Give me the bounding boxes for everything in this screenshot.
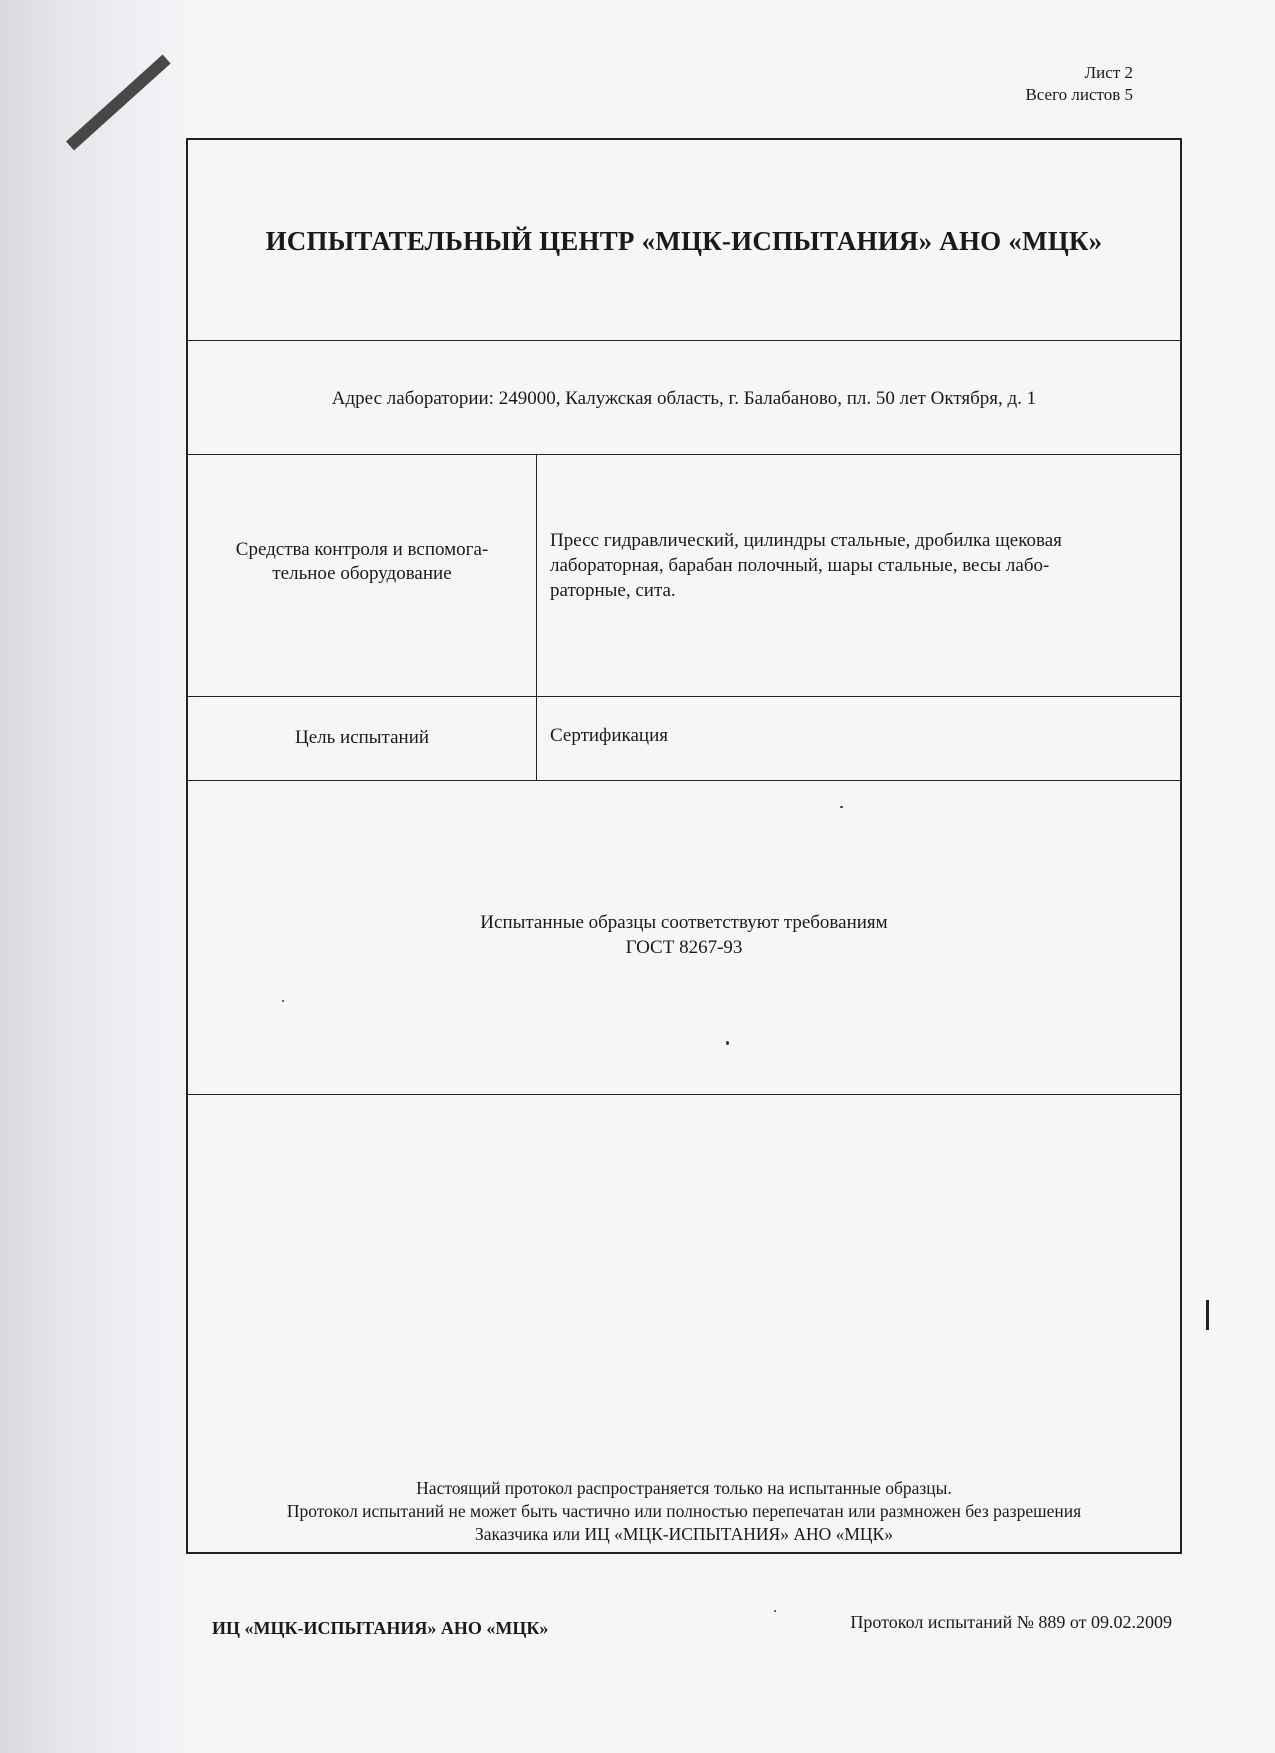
footer-organization: ИЦ «МЦК-ИСПЫТАНИЯ» АНО «МЦК»	[212, 1618, 549, 1638]
protocol-frame	[186, 138, 1182, 1554]
scan-speck	[726, 1041, 729, 1045]
scan-speck	[774, 1610, 776, 1612]
footer-protocol-number: Протокол испытаний № 889 от 09.02.2009	[850, 1612, 1172, 1632]
scan-shadow	[0, 0, 200, 1753]
equipment-label: Средства контроля и вспомога- тельное оборудование	[235, 539, 489, 584]
divider	[188, 1094, 1180, 1095]
divider	[188, 454, 1180, 455]
divider	[188, 780, 1180, 781]
conclusion-standard: ГОСТ 8267-93	[625, 937, 743, 958]
sheet-info	[1025, 62, 1133, 106]
divider	[188, 340, 1180, 341]
scan-speck	[840, 806, 843, 808]
conclusion	[188, 910, 1180, 960]
sheet-total: Всего листов 5	[1025, 85, 1133, 104]
purpose-value: Сертификация	[550, 725, 668, 746]
equipment-value: Пресс гидравлический, цилиндры стальные, дробилка щековая лабораторная, барабан полочный, шары стальные, весы лабо- раторные, сита.	[550, 530, 1062, 601]
purpose-label: Цель испытаний	[294, 727, 430, 748]
column-divider	[536, 454, 537, 780]
conclusion-line: Испытанные образцы соответствуют требованиям	[480, 912, 888, 933]
org-title: ИСПЫТАТЕЛЬНЫЙ ЦЕНТР «МЦК-ИСПЫТАНИЯ» АНО «МЦК»	[265, 226, 1103, 256]
distribution-notice: Настоящий протокол распространяется только на испытанные образцы. Протокол испытаний не может быть частично или полностью перепечатан или размножен без разрешения Заказчика или ИЦ «МЦК-ИСПЫТАНИЯ» АНО «МЦК»	[286, 1478, 1082, 1544]
scan-edge-mark	[1206, 1300, 1209, 1330]
scan-speck	[282, 1000, 284, 1002]
lab-address: Адрес лаборатории: 249000, Калужская область, г. Балабаново, пл. 50 лет Октября, д. 1	[331, 388, 1037, 409]
divider	[188, 696, 1180, 697]
sheet-number: Лист 2	[1084, 63, 1133, 82]
